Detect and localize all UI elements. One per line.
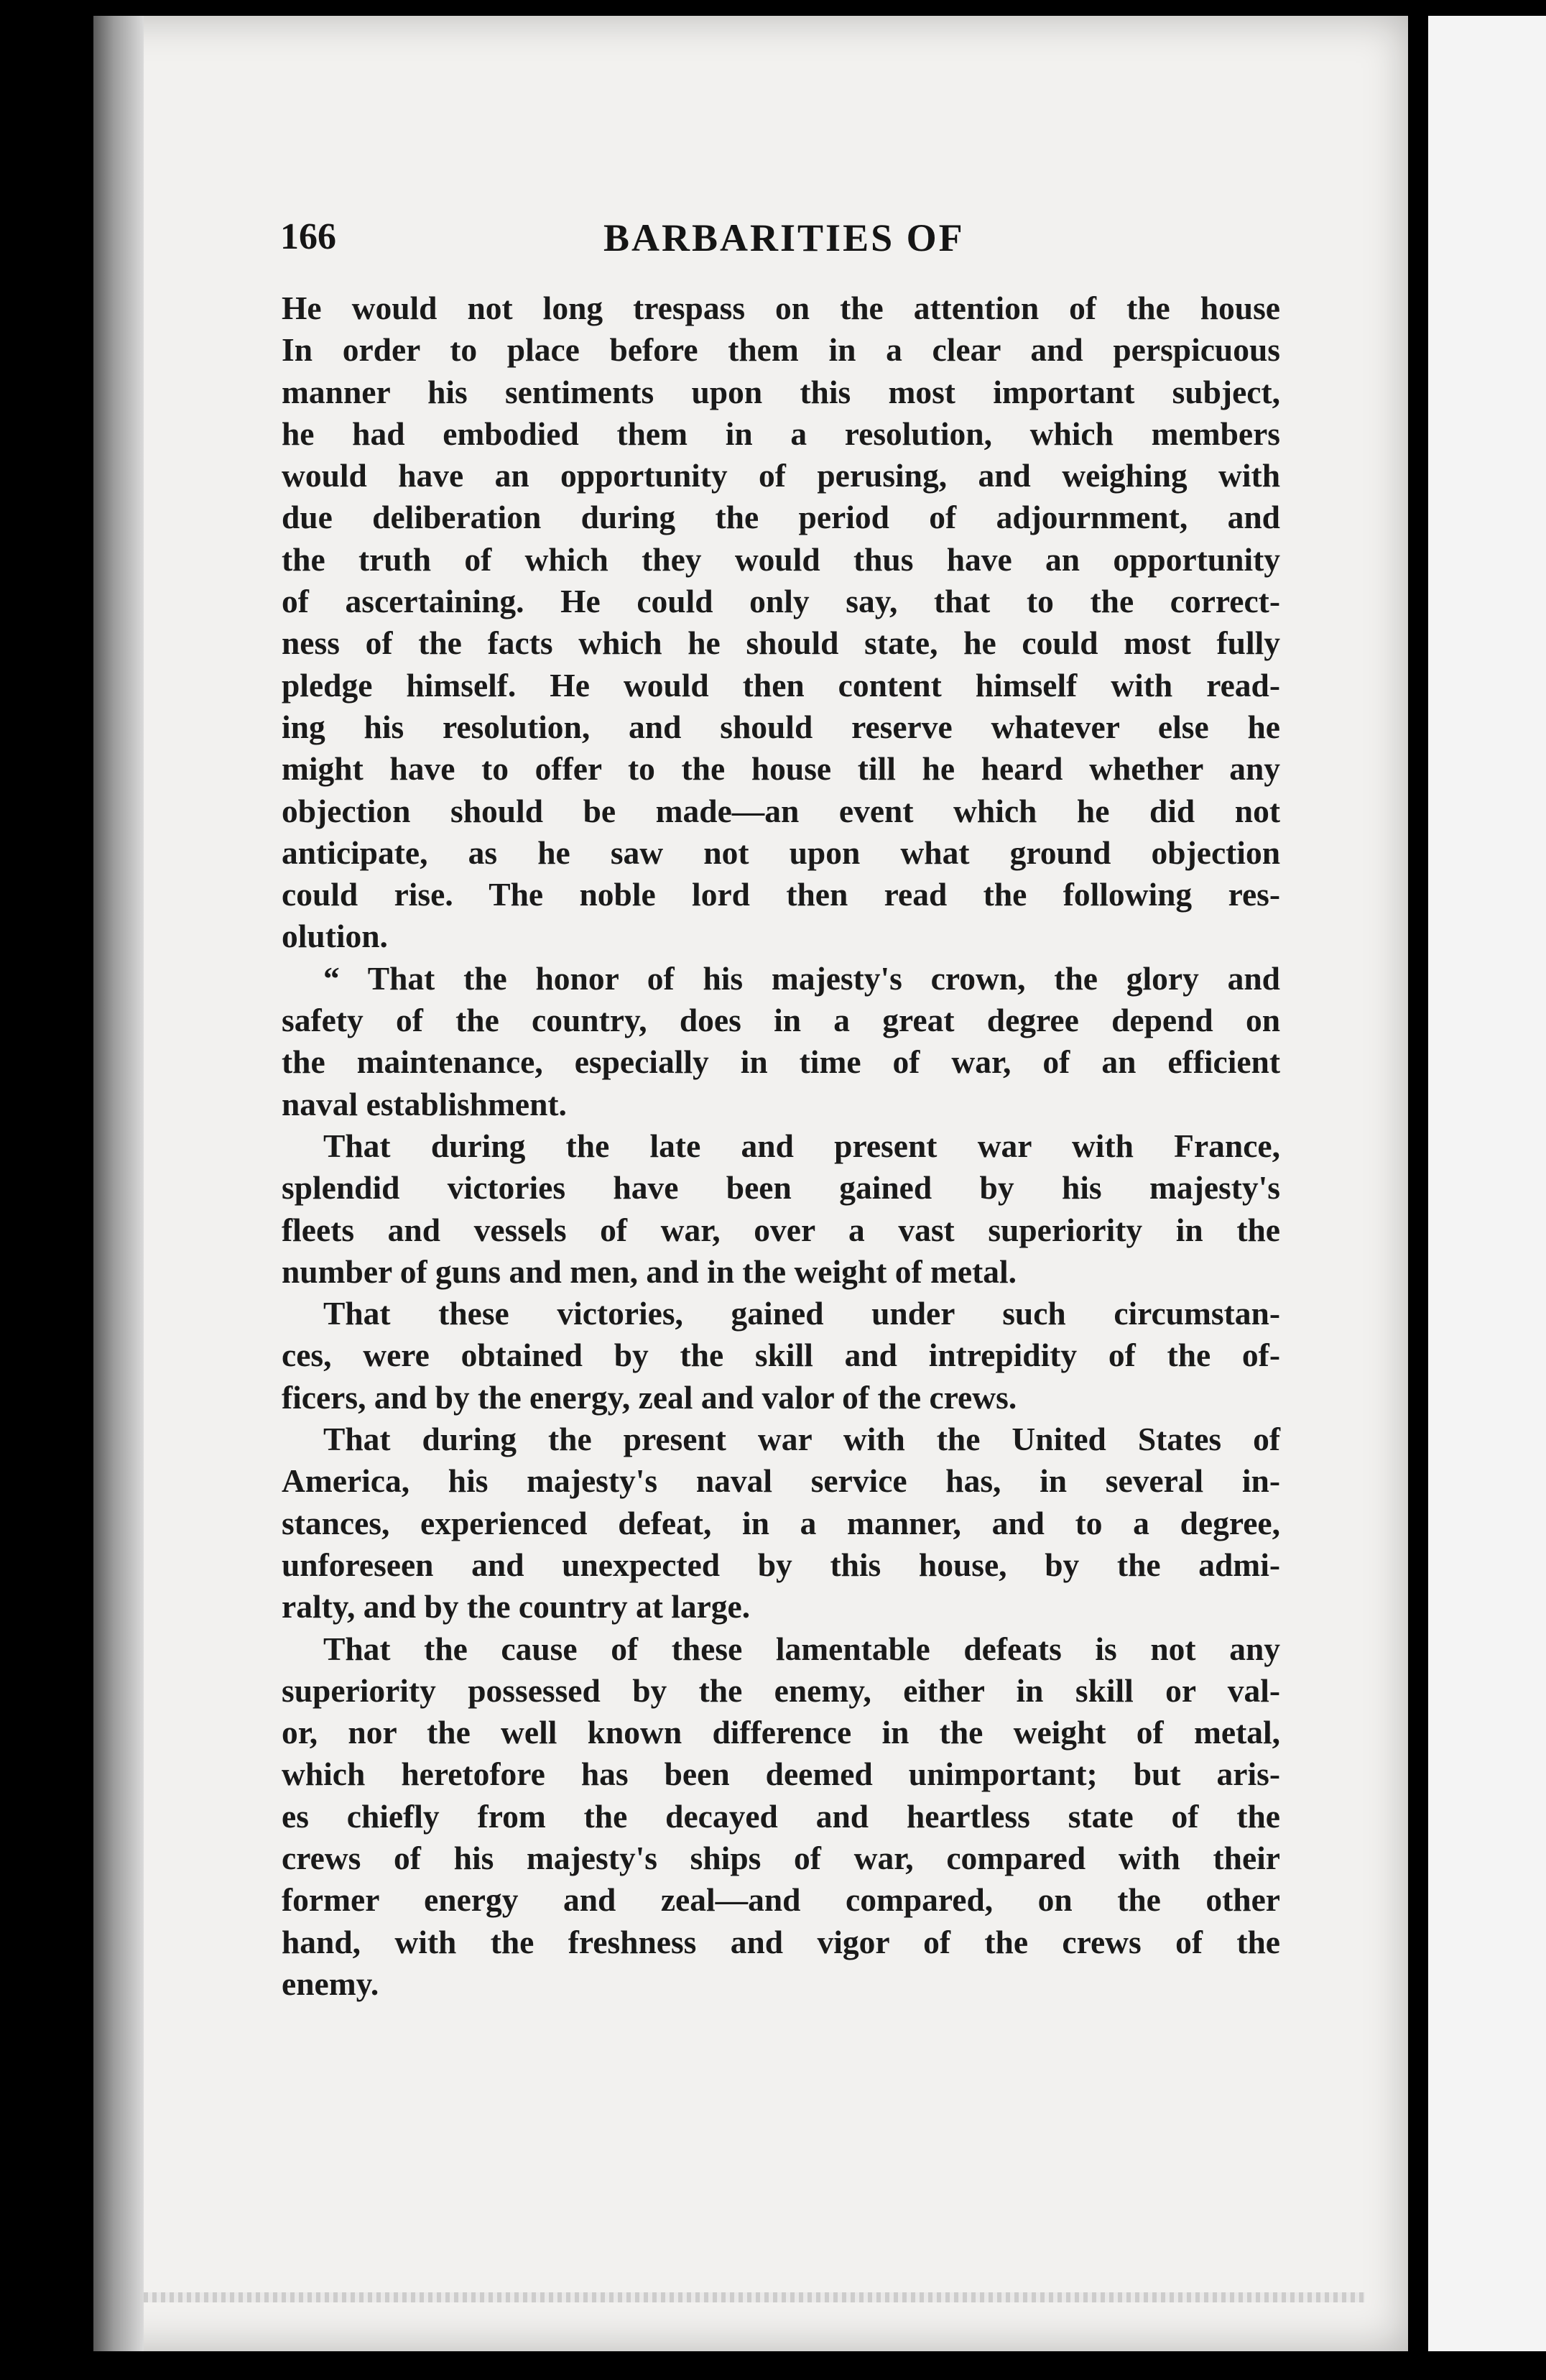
text-line: ralty, and by the country at large.: [282, 1588, 751, 1625]
text-line: ficers, and by the energy, zeal and valor of the crews.: [282, 1378, 1017, 1416]
text-line: He would not long trespass on the attention of the house: [282, 290, 1280, 326]
text-line: manner his sentiments upon this most important subject,: [282, 373, 1280, 410]
text-line: ces, were obtained by the skill and intrepidity of the of-: [282, 1337, 1280, 1374]
text-line: olution.: [282, 918, 388, 955]
text-line: splendid victories have been gained by his majesty's: [282, 1169, 1280, 1207]
text-line: hand, with the freshness and vigor of the crews of the: [282, 1923, 1280, 1960]
text-line: which heretofore has been deemed unimportant; but aris-: [282, 1756, 1280, 1793]
text-line: That these victories, gained under such circumstan-: [323, 1295, 1280, 1332]
text-line: safety of the country, does in a great degree depend on: [282, 1002, 1280, 1039]
text-line: number of guns and men, and in the weight of metal.: [282, 1253, 1017, 1290]
text-line: or, nor the well known difference in the weight of metal,: [282, 1714, 1280, 1751]
text-line: he had embodied them in a resolution, which members: [282, 415, 1280, 452]
body-text: [282, 287, 1280, 2005]
text-line: crews of his majesty's ships of war, compared with their: [282, 1839, 1280, 1876]
text-line: due deliberation during the period of adjournment, and: [282, 499, 1280, 536]
text-line: could rise. The noble lord then read the following res-: [282, 876, 1280, 913]
text-line: might have to offer to the house till he heard whether any: [282, 750, 1280, 788]
page-number: 166: [280, 216, 336, 257]
text-line: That during the present war with the United States of: [323, 1421, 1280, 1458]
page-header: [280, 216, 1322, 273]
book-spine-shadow: [93, 16, 144, 2351]
text-line: the truth of which they would thus have an opportunity: [282, 540, 1280, 578]
text-line: objection should be made—an event which he did not: [282, 792, 1280, 829]
text-line: America, his majesty's naval service has, in several in-: [282, 1462, 1280, 1500]
text-line: superiority possessed by the enemy, either in skill or val-: [282, 1671, 1280, 1709]
text-line: In order to place before them in a clear and perspicuous: [282, 331, 1280, 369]
text-line: enemy.: [282, 1965, 379, 2002]
text-line: ness of the facts which he should state, he could most fully: [282, 624, 1280, 662]
text-line: fleets and vessels of war, over a vast superiority in the: [282, 1211, 1280, 1248]
text-line: unforeseen and unexpected by this house, by the admi-: [282, 1546, 1280, 1583]
text-line: stances, experienced defeat, in a manner, and to a degree,: [282, 1504, 1280, 1541]
text-line: would have an opportunity of perusing, and weighing with: [282, 457, 1280, 494]
text-line: pledge himself. He would then content himself with read-: [282, 666, 1280, 704]
text-line: That during the late and present war with France,: [323, 1127, 1280, 1164]
text-line: ing his resolution, and should reserve whatever else he: [282, 708, 1280, 745]
text-line: former energy and zeal—and compared, on the other: [282, 1881, 1280, 1919]
facing-page-edge: [1428, 16, 1546, 2351]
text-line: the maintenance, especially in time of war, of an efficient: [282, 1043, 1280, 1081]
text-line: of ascertaining. He could only say, that to the correct-: [282, 583, 1280, 620]
text-line: es chiefly from the decayed and heartless state of the: [282, 1797, 1280, 1835]
text-line: naval establishment.: [282, 1085, 567, 1122]
text-line: That the cause of these lamentable defeats is not any: [323, 1630, 1280, 1667]
text-line: anticipate, as he saw not upon what ground objection: [282, 834, 1280, 871]
page-bottom-edge: [144, 2292, 1365, 2302]
text-line: “ That the honor of his majesty's crown, the glory and: [323, 959, 1280, 997]
running-title: BARBARITIES OF: [603, 216, 965, 259]
